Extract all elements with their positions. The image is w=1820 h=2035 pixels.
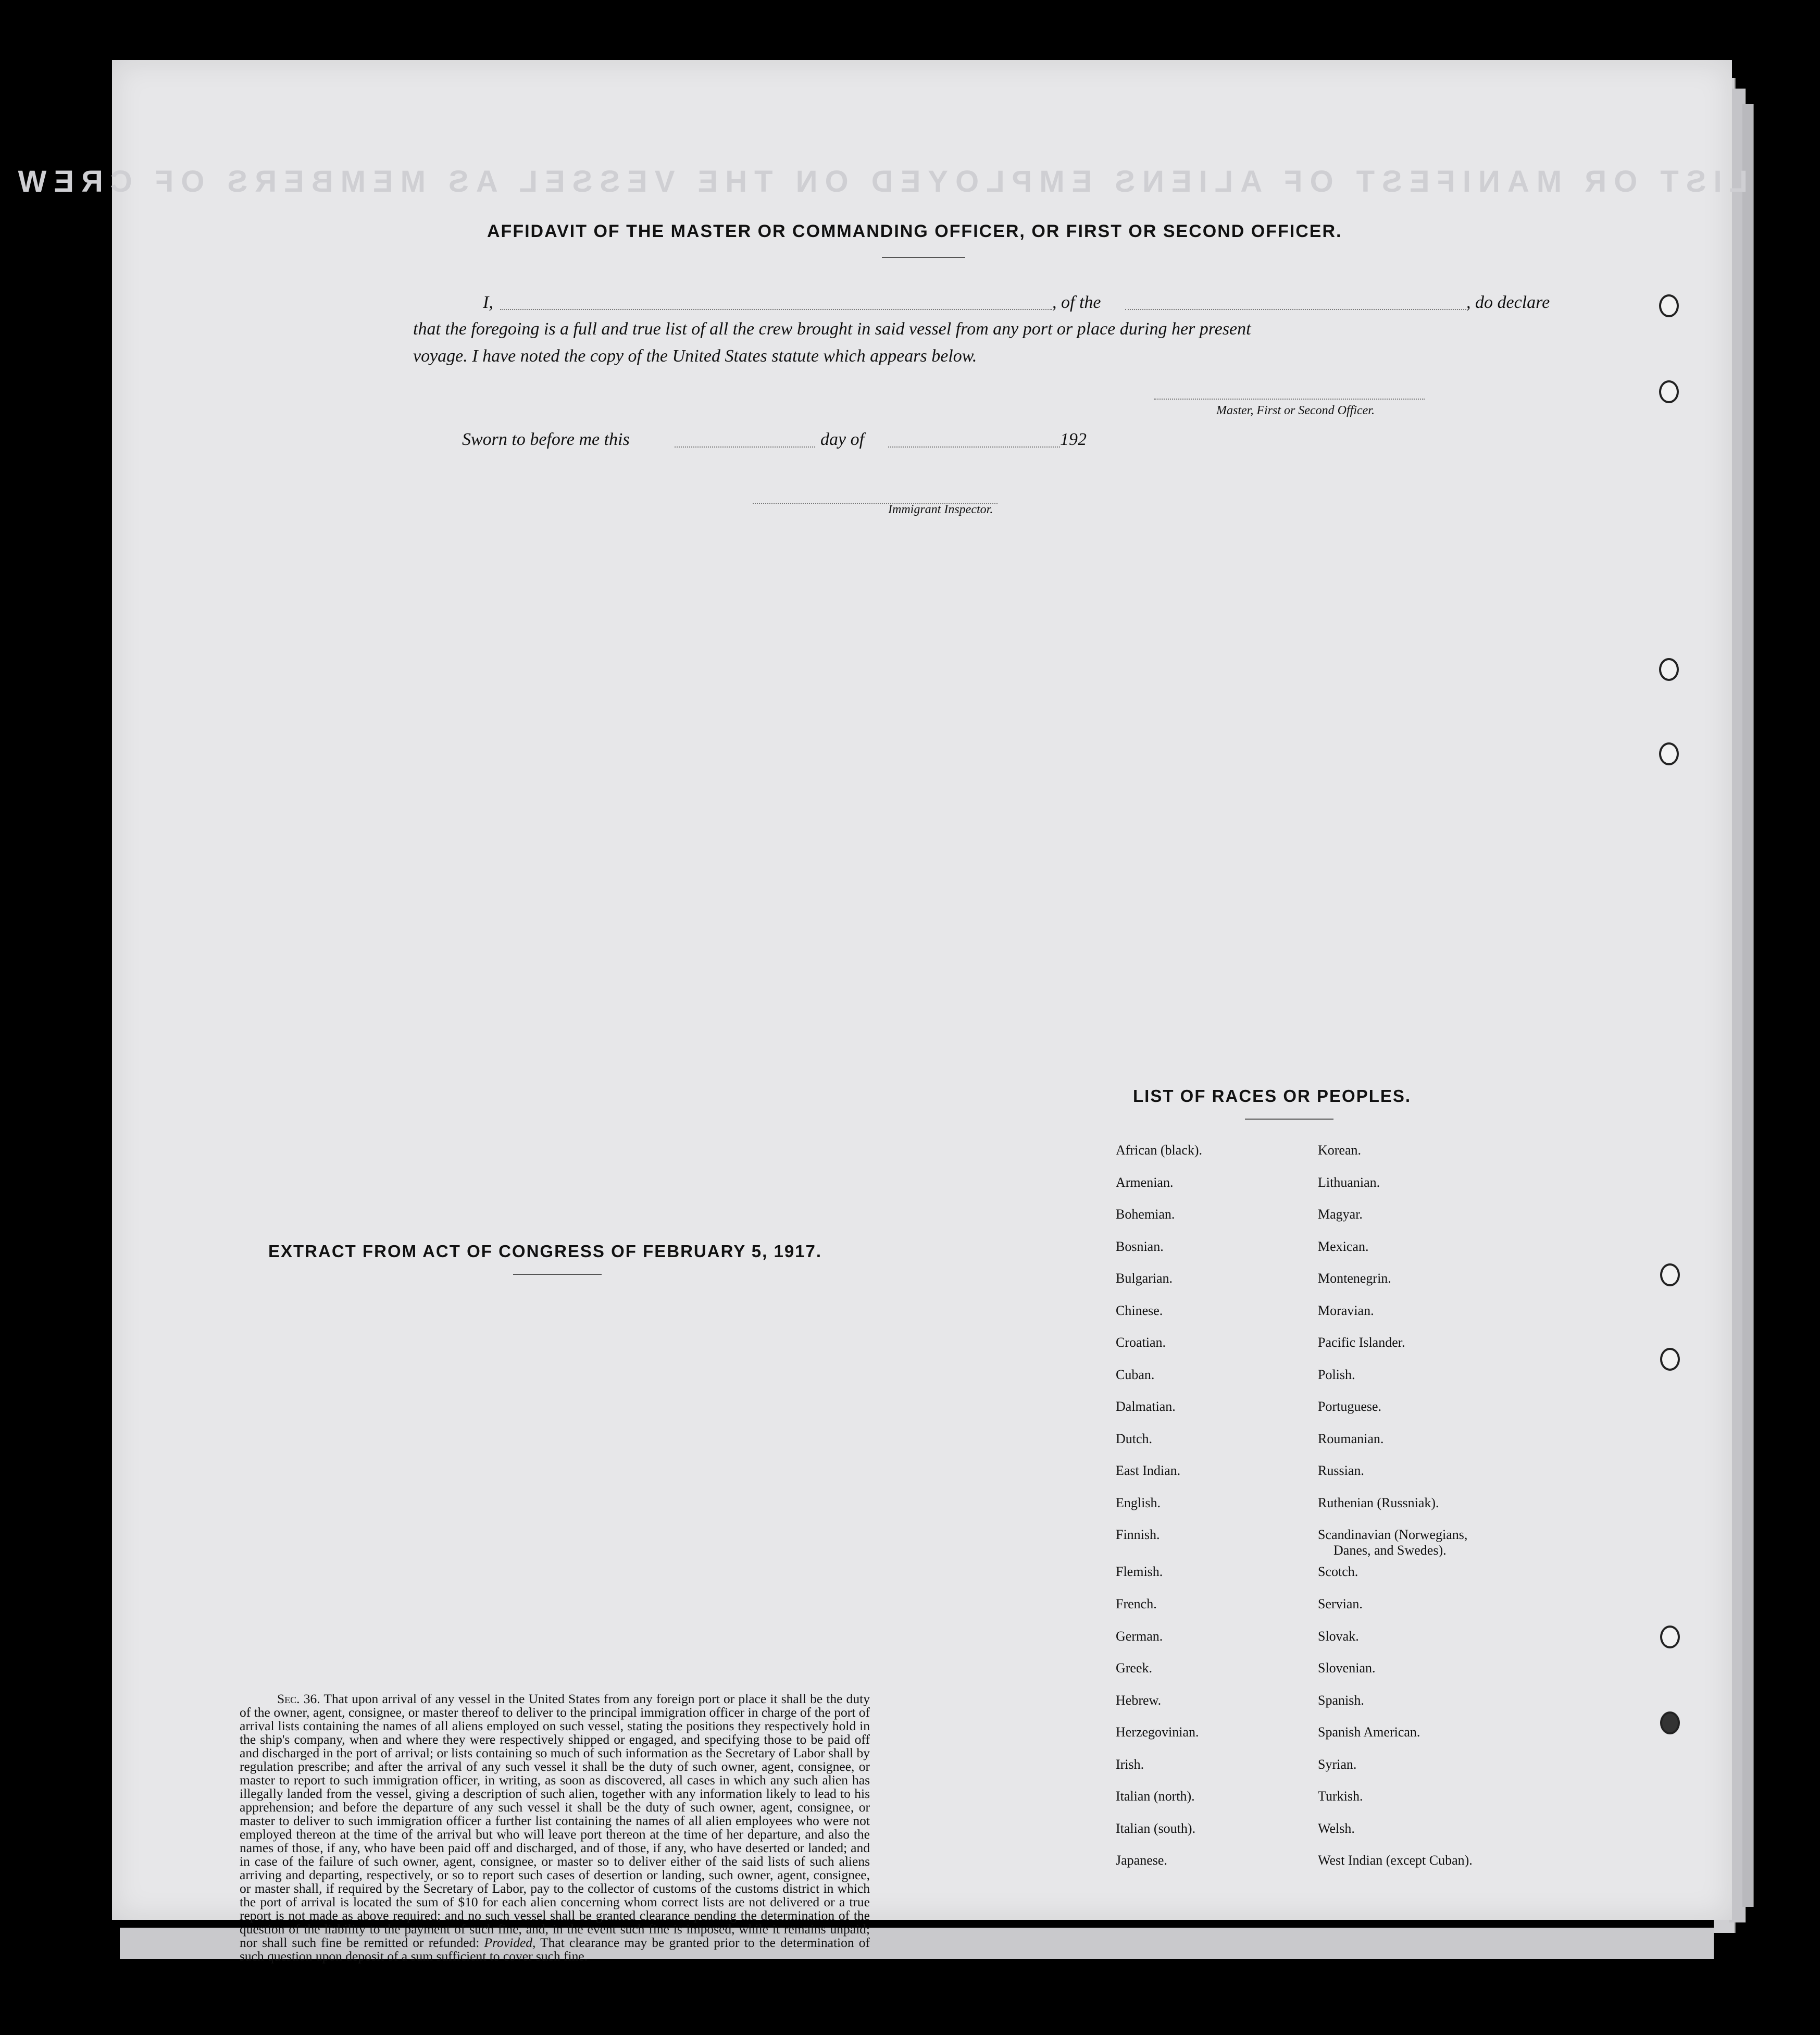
race-item: Spanish American. [1318, 1724, 1420, 1740]
affidavit-line-3: voyage. I have noted the copy of the United States statute which appears below. [413, 346, 977, 366]
race-item: Bulgarian. [1116, 1271, 1173, 1286]
divider [513, 1274, 602, 1275]
race-item: Polish. [1318, 1367, 1355, 1382]
day-of-text: day of [820, 430, 865, 449]
race-item: Dutch. [1116, 1431, 1153, 1446]
race-item: Slovenian. [1318, 1660, 1376, 1676]
inspector-caption: Immigrant Inspector. [888, 503, 993, 516]
race-item: Croatian. [1116, 1335, 1166, 1350]
race-item: Flemish. [1116, 1564, 1163, 1579]
race-item: Mexican. [1318, 1239, 1369, 1254]
punch-hole [1660, 1348, 1680, 1371]
race-item: Korean. [1318, 1143, 1362, 1158]
race-item: Servian. [1318, 1596, 1363, 1611]
year-prefix: 192 [1060, 430, 1087, 449]
race-item: Armenian. [1116, 1175, 1174, 1190]
name-blank [500, 309, 1052, 310]
divider [1245, 1119, 1333, 1120]
month-blank [888, 446, 1060, 448]
page-edge [1742, 104, 1754, 1907]
race-item: Danes, and Swedes). [1333, 1543, 1447, 1558]
punch-hole [1659, 742, 1679, 765]
race-item: Japanese. [1116, 1853, 1167, 1868]
document-page [10, 60, 1748, 1920]
race-item: Spanish. [1318, 1693, 1364, 1708]
race-item: Bosnian. [1116, 1239, 1164, 1254]
race-item: Chinese. [1116, 1303, 1163, 1318]
punch-hole [1660, 1711, 1680, 1734]
race-item: Italian (north). [1116, 1789, 1195, 1804]
race-item: Turkish. [1318, 1789, 1363, 1804]
section-label: Sec. 36. [277, 1691, 320, 1706]
race-item: German. [1116, 1629, 1163, 1644]
punch-hole [1659, 294, 1679, 317]
signature-caption: Master, First or Second Officer. [1216, 404, 1375, 417]
divider [882, 257, 965, 258]
race-item: Moravian. [1318, 1303, 1374, 1318]
race-item: Welsh. [1318, 1821, 1355, 1836]
race-item: Ruthenian (Russniak). [1318, 1495, 1439, 1510]
race-item: Pacific Islander. [1318, 1335, 1405, 1350]
race-item: Hebrew. [1116, 1693, 1162, 1708]
race-item: French. [1116, 1596, 1157, 1611]
race-item: Herzegovinian. [1116, 1724, 1199, 1740]
race-item: Magyar. [1318, 1207, 1363, 1222]
vessel-blank [1125, 309, 1466, 310]
affidavit-line-2: that the foregoing is a full and true list of all the crew brought in said vessel from any port or place during her present [413, 319, 1251, 339]
race-item: Scotch. [1318, 1564, 1358, 1579]
affidavit-do-declare: , do declare [1466, 293, 1550, 312]
race-item: African (black). [1116, 1143, 1203, 1158]
race-item: East Indian. [1116, 1463, 1181, 1478]
affidavit-of-the: , of the [1052, 293, 1101, 312]
race-item: Montenegrin. [1318, 1271, 1391, 1286]
race-item: English. [1116, 1495, 1161, 1510]
provided-word: Provided, [484, 1935, 536, 1950]
race-item: Irish. [1116, 1757, 1144, 1772]
race-item: Greek. [1116, 1660, 1153, 1676]
races-heading: LIST OF RACES OR PEOPLES. [1133, 1086, 1412, 1106]
extract-heading: EXTRACT FROM ACT OF CONGRESS OF FEBRUARY 5, 1917. [268, 1242, 822, 1261]
statute-body: That upon arrival of any vessel in the United States from any foreign port or place it shall be the duty of the owner, agent, consignee, or master thereof to deliver to the principal immigration officer in charge of the port of arrival lists containing the names of all aliens employed on such vessel, stating the positions they respectively hold in the ship's company, when and where they were respectively shipped or engaged, and specifying those to be paid off and discharged in the port of arrival; or lists containing so much of such information as the Secretary of Labor shall by regulation prescribe; and after the arrival of any such vessel it shall be the duty of such owner, agent, consignee, or master to report to such immigration officer, in writing, as soon as discovered, all cases in which any such alien has illegally landed from the vessel, giving a description of such alien, together with any information likely to lead to his apprehension; and before the departure of any such vessel it shall be the duty of such owner, agent, consignee, or master to deliver to such immigration officer a further list containing the names of all alien employees who were not employed thereon at the time of the arrival but who will leave port thereon at the time of her departure, and also the names of those, if any, who have been paid off and discharged, and of those, if any, who have deserted or landed; and in case of the failure of such owner, agent, consignee, or master so to deliver either of the said lists of such aliens arriving and departing, respectively, or so to report such cases of desertion or landing, such owner, agent, consignee, or master shall, if required by the Secretary of Labor, pay to the collector of customs of the customs district in which the port of arrival is located the sum of $10 for each alien concerning whom correct lists are not delivered or a true report is not made as above required; and no such vessel shall be granted clearance pending the determination of the question of the liability to the payment of such fine, and, in the event such fine is imposed, while it remains unpaid; nor shall such fine be remitted or refunded: [240, 1691, 870, 1950]
punch-hole [1660, 1625, 1680, 1648]
race-item: Cuban. [1116, 1367, 1155, 1382]
race-item: Slovak. [1318, 1629, 1359, 1644]
race-item: Italian (south). [1116, 1821, 1196, 1836]
race-item: Scandinavian (Norwegians, [1318, 1527, 1468, 1542]
statute-end: That clearance may be granted prior to the determination of such question upon deposit of a sum sufficient to cover such fine. [240, 1935, 870, 1964]
race-item: Russian. [1318, 1463, 1364, 1478]
signature-line [1154, 399, 1425, 400]
race-item: Finnish. [1116, 1527, 1160, 1542]
punch-hole [1659, 658, 1679, 681]
race-item: Lithuanian. [1318, 1175, 1380, 1190]
punch-hole [1660, 1263, 1680, 1286]
race-item: West Indian (except Cuban). [1318, 1853, 1473, 1868]
affidavit-heading: AFFIDAVIT OF THE MASTER OR COMMANDING OFFICER, OR FIRST OR SECOND OFFICER. [487, 221, 1342, 241]
bleed-through-text: LIST OR MANIFEST OF ALIENS EMPLOYED ON THE VESSEL AS MEMBERS OF CREW [10, 165, 1748, 198]
race-item: Syrian. [1318, 1757, 1357, 1772]
day-blank [675, 446, 815, 448]
race-item: Bohemian. [1116, 1207, 1175, 1222]
race-item: Roumanian. [1318, 1431, 1384, 1446]
punch-hole [1659, 380, 1679, 403]
statute-text [240, 1692, 870, 1963]
race-item: Dalmatian. [1116, 1399, 1176, 1414]
race-item: Portuguese. [1318, 1399, 1382, 1414]
sworn-text: Sworn to before me this [462, 430, 630, 449]
affidavit-i: I, [483, 293, 493, 312]
